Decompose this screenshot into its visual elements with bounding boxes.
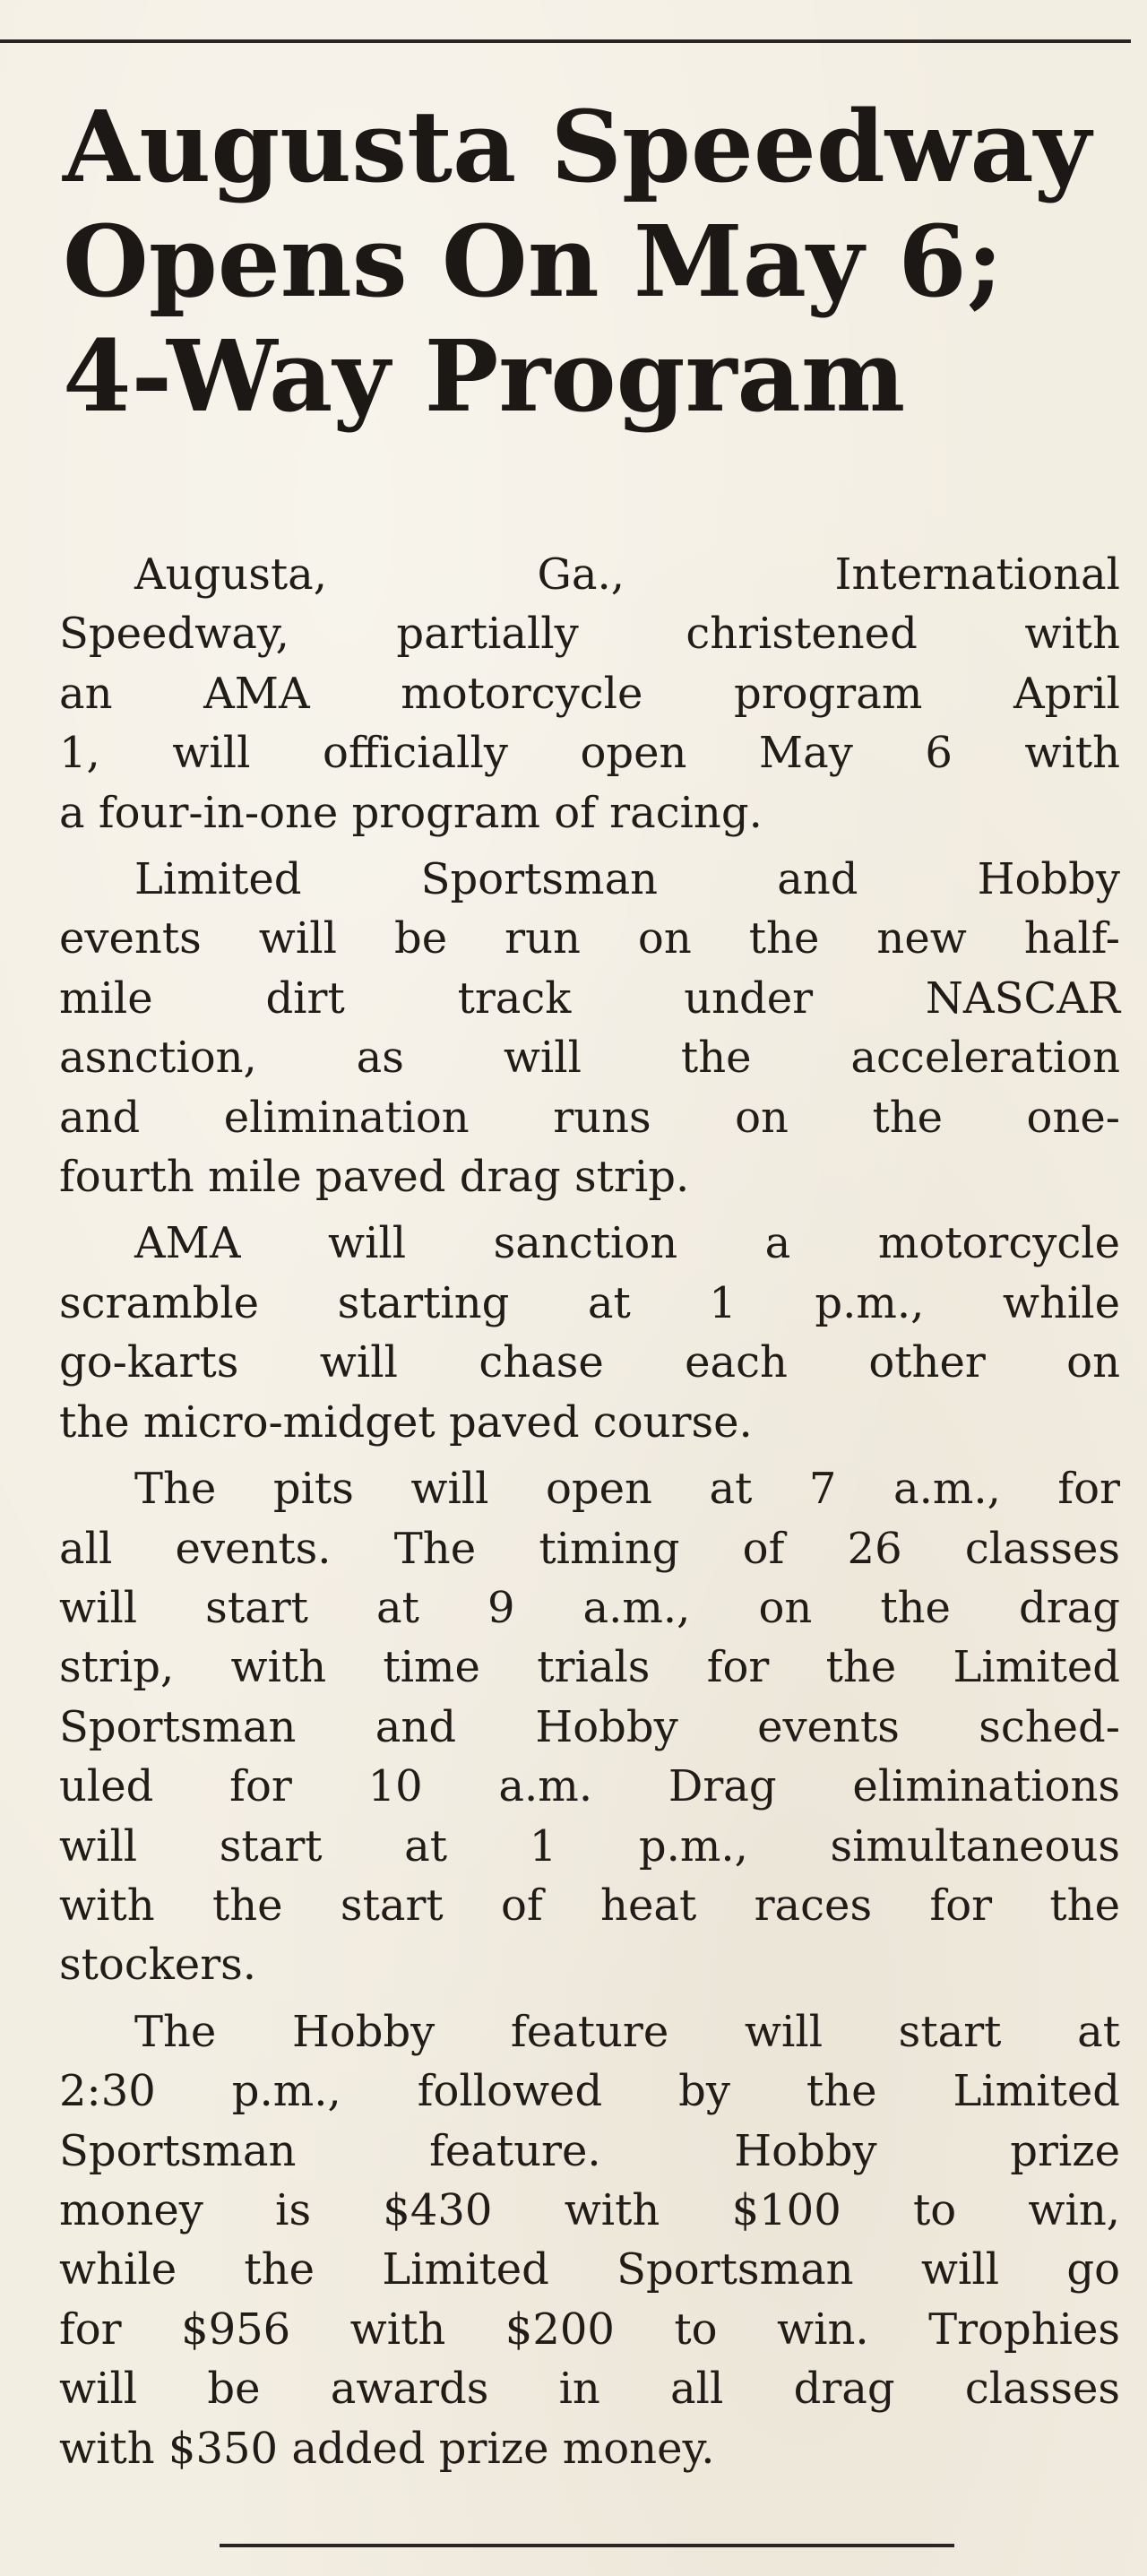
text-line: mile dirt track under NASCAR <box>59 972 1120 1024</box>
text-line: Augusta, Ga., International <box>134 549 1120 600</box>
headline-line: Opens On May 6; <box>63 203 1004 319</box>
paragraph-motorcycle <box>59 1214 1120 1452</box>
bottom-rule <box>220 2544 954 2547</box>
paragraph-schedule <box>59 1459 1120 1995</box>
text-line: The Hobby feature will start at <box>134 2006 1120 2057</box>
text-line: uled for 10 a.m. Drag eliminations <box>59 1761 1120 1812</box>
top-rule <box>0 39 1131 43</box>
text-line: while the Limited Sportsman will go <box>59 2244 1120 2295</box>
text-line: the micro-midget paved course. <box>59 1396 753 1448</box>
text-line: Sportsman feature. Hobby prize <box>59 2125 1120 2176</box>
text-line: fourth mile paved drag strip. <box>59 1152 690 1203</box>
text-line: all events. The timing of 26 classes <box>59 1523 1120 1574</box>
text-line: go-karts will chase each other on <box>59 1337 1120 1388</box>
text-line: a four-in-one program of racing. <box>59 787 763 838</box>
headline-line: Augusta Speedway <box>63 89 1091 204</box>
text-line: with $350 added prize money. <box>59 2423 715 2474</box>
text-line: will be awards in all drag classes <box>59 2364 1120 2415</box>
paragraph-events <box>59 850 1120 1206</box>
text-line: Limited Sportsman and Hobby <box>134 854 1120 905</box>
text-line: AMA will sanction a motorcycle <box>134 1218 1120 1269</box>
article-body <box>59 545 1120 2478</box>
text-line: 1, will officially open May 6 with <box>59 728 1120 779</box>
paragraph-opening <box>59 545 1120 843</box>
text-line: money is $430 with $100 to win, <box>59 2184 1120 2235</box>
text-line: will start at 9 a.m., on the drag <box>59 1582 1120 1633</box>
text-line: and elimination runs on the one- <box>59 1092 1120 1143</box>
text-line: scramble starting at 1 p.m., while <box>59 1277 1120 1328</box>
text-line: 2:30 p.m., followed by the Limited <box>59 2066 1120 2117</box>
text-line: Sportsman and Hobby events sched- <box>59 1701 1120 1752</box>
paragraph-prize-money <box>59 2002 1120 2478</box>
text-line: an AMA motorcycle program April <box>59 668 1120 719</box>
headline <box>63 90 1111 434</box>
text-line: events will be run on the new half- <box>59 913 1120 964</box>
text-line: Speedway, partially christened with <box>59 609 1120 660</box>
text-line: will start at 1 p.m., simultaneous <box>59 1820 1120 1871</box>
text-line: for $956 with $200 to win. Trophies <box>59 2304 1120 2355</box>
headline-line: 4-Way Program <box>63 318 906 434</box>
text-line: with the start of heat races for the <box>59 1880 1120 1931</box>
text-line: asnction, as will the acceleration <box>59 1033 1120 1084</box>
text-line: strip, with time trials for the Limited <box>59 1642 1120 1693</box>
text-line: The pits will open at 7 a.m., for <box>134 1464 1120 1515</box>
text-line: stockers. <box>59 1940 257 1991</box>
